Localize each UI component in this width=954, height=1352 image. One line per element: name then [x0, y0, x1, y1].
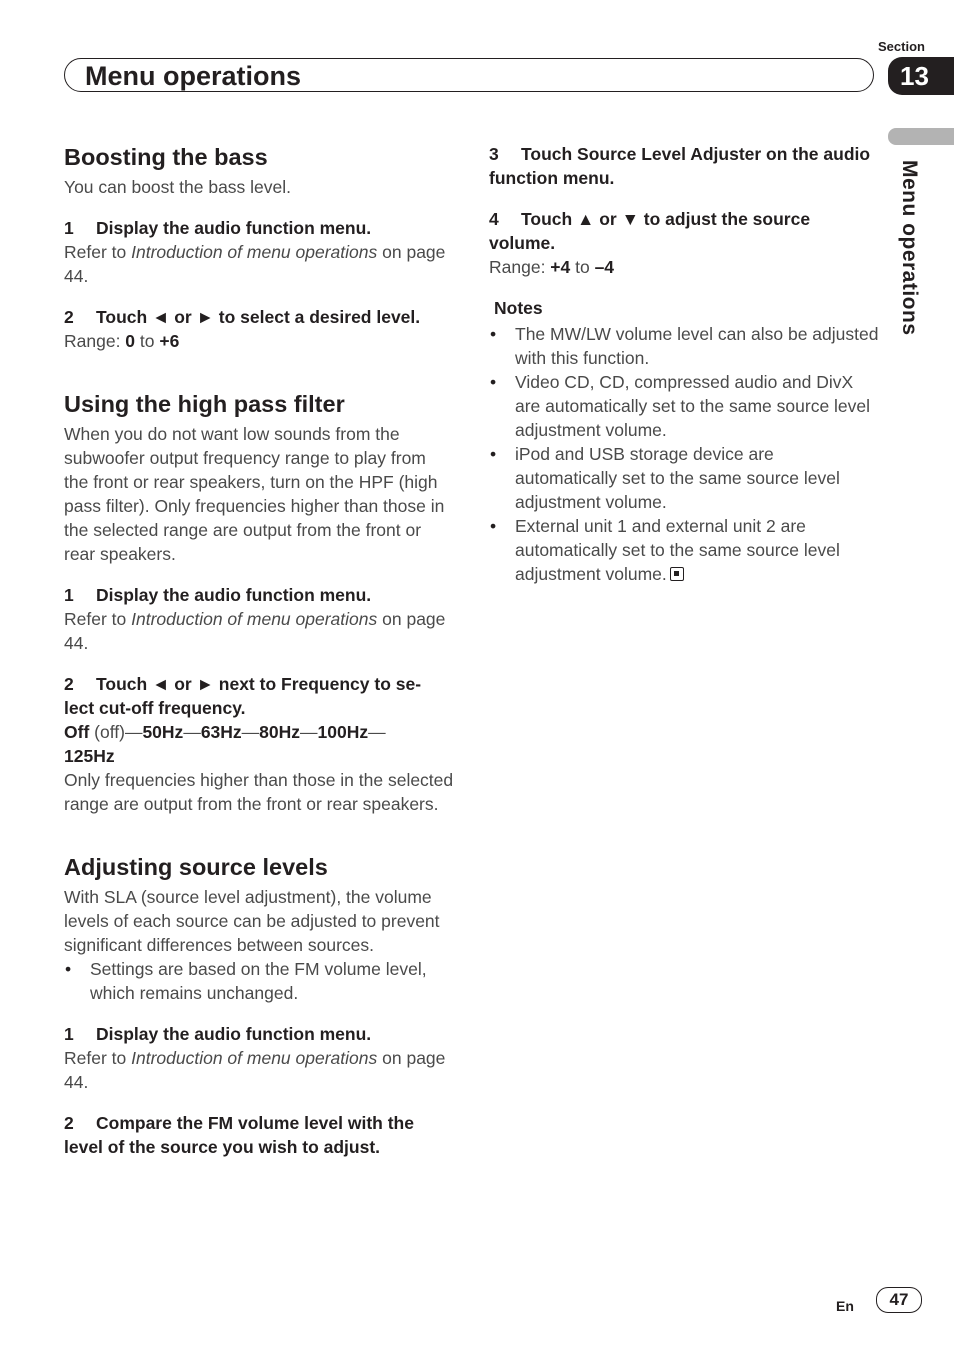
end-of-section-icon	[670, 567, 684, 581]
step-text-line-1: Touch ◄ or ► next to Frequency to se-	[96, 674, 422, 694]
sla-step-3	[489, 142, 879, 190]
separator: —	[183, 722, 201, 742]
step-text: Touch Source Level Adjuster on the audio function menu.	[489, 144, 871, 188]
sla-range	[489, 255, 879, 279]
page-number: 47	[876, 1287, 922, 1313]
hpf-after-text: Only frequencies higher than those in the selected range are output from the front or rear speakers.	[64, 770, 454, 814]
range-to: +6	[159, 331, 180, 351]
ref-suffix: on page 44.	[64, 242, 446, 286]
section-number: 13	[888, 57, 954, 95]
separator: —	[241, 722, 260, 742]
sla-step-4	[489, 207, 879, 255]
hpf-step-1	[64, 583, 454, 607]
page-title: Menu operations	[85, 61, 302, 91]
sla-step-2	[64, 1111, 454, 1159]
range-label: Range:	[64, 331, 126, 351]
side-tab-marker	[888, 128, 954, 145]
sla-step-1-ref	[64, 1046, 454, 1094]
boost-step-2	[64, 305, 454, 329]
ref-suffix: on page 44.	[64, 609, 446, 653]
list-item: • Video CD, CD, compressed audio and DivX are automatically set to the same source level adjustment volume.	[489, 370, 879, 442]
separator: —	[300, 722, 318, 742]
step-number: 2	[64, 674, 74, 694]
heading-boosting-bass: Boosting the bass	[64, 144, 268, 170]
step-text: Display the audio function menu.	[96, 1024, 372, 1044]
opt-off-note: (off)	[89, 722, 125, 742]
hpf-frequency-options	[64, 720, 454, 768]
ref-prefix: Refer to	[64, 609, 132, 629]
step-number: 3	[489, 144, 499, 164]
step-text: Touch ▲ or ▼ to adjust the source volume.	[489, 209, 811, 253]
section-label: Section	[878, 39, 925, 54]
hpf-step-2	[64, 672, 454, 720]
list-item: • The MW/LW volume level can also be adjusted with this function.	[489, 322, 879, 370]
step-text: Compare the FM volume level with the level of the source you wish to adjust.	[64, 1113, 414, 1157]
hpf-intro: When you do not want low sounds from the subwoofer output frequency range to play from the front or rear speakers, turn on the HPF (high pass filter). Only frequencies higher than those in the selected range are output from the front or rear speakers.	[64, 424, 445, 564]
step-number: 1	[64, 1024, 74, 1044]
range-to-word: to	[135, 331, 160, 351]
side-tab-label: Menu operations	[898, 160, 921, 336]
range-from: +4	[550, 257, 571, 277]
step-number: 4	[489, 209, 499, 229]
boost-intro: You can boost the bass level.	[64, 177, 292, 197]
opt-80hz: 80Hz	[259, 722, 301, 742]
list-item: • Settings are based on the FM volume level, which remains unchanged.	[64, 957, 454, 1005]
ref-link: Introduction of menu operations	[131, 1048, 378, 1068]
ref-link: Introduction of menu operations	[131, 609, 378, 629]
boost-step-1-ref	[64, 240, 454, 288]
list-item: • iPod and USB storage device are automatically set to the same source level adjustment volume.	[489, 442, 879, 514]
range-to-word: to	[570, 257, 595, 277]
step-number: 2	[64, 1113, 74, 1133]
step-text: Display the audio function menu.	[96, 218, 372, 238]
step-number: 2	[64, 307, 74, 327]
opt-63hz: 63Hz	[200, 722, 242, 742]
sla-step-1	[64, 1022, 454, 1046]
ref-suffix: on page 44.	[64, 1048, 446, 1092]
boost-step-1	[64, 216, 454, 240]
opt-off: Off	[64, 722, 90, 742]
ref-prefix: Refer to	[64, 242, 132, 262]
step-text-line-2: lect cut-off frequency.	[64, 698, 246, 718]
step-text: Touch ◄ or ► to select a desired level.	[96, 307, 421, 327]
separator: —	[124, 722, 143, 742]
separator: —	[368, 722, 386, 742]
left-column	[64, 143, 454, 1159]
step-number: 1	[64, 585, 74, 605]
heading-adjusting-source-levels: Adjusting source levels	[64, 854, 328, 880]
hpf-step-1-ref	[64, 607, 454, 655]
sla-bullet-list	[64, 957, 454, 1005]
ref-link: Introduction of menu operations	[131, 242, 378, 262]
step-number: 1	[64, 218, 74, 238]
opt-125hz: 125Hz	[64, 746, 115, 766]
notes-heading: Notes	[494, 298, 543, 318]
heading-high-pass-filter: Using the high pass filter	[64, 391, 345, 417]
range-to: –4	[594, 257, 615, 277]
list-item	[489, 514, 879, 586]
step-text: Display the audio function menu.	[96, 585, 372, 605]
sla-intro: With SLA (source level adjustment), the volume levels of each source can be adjusted to prevent significant differences between sources.	[64, 887, 440, 955]
footer-language: En	[836, 1298, 854, 1314]
opt-50hz: 50Hz	[142, 722, 184, 742]
right-column	[489, 142, 879, 586]
boost-range	[64, 329, 454, 353]
note-text: External unit 1 and external unit 2 are automatically set to the same source level adjustment volume.	[515, 516, 840, 584]
range-label: Range:	[489, 257, 551, 277]
ref-prefix: Refer to	[64, 1048, 132, 1068]
opt-100hz: 100Hz	[317, 722, 369, 742]
notes-list	[489, 322, 879, 586]
range-from: 0	[125, 331, 136, 351]
